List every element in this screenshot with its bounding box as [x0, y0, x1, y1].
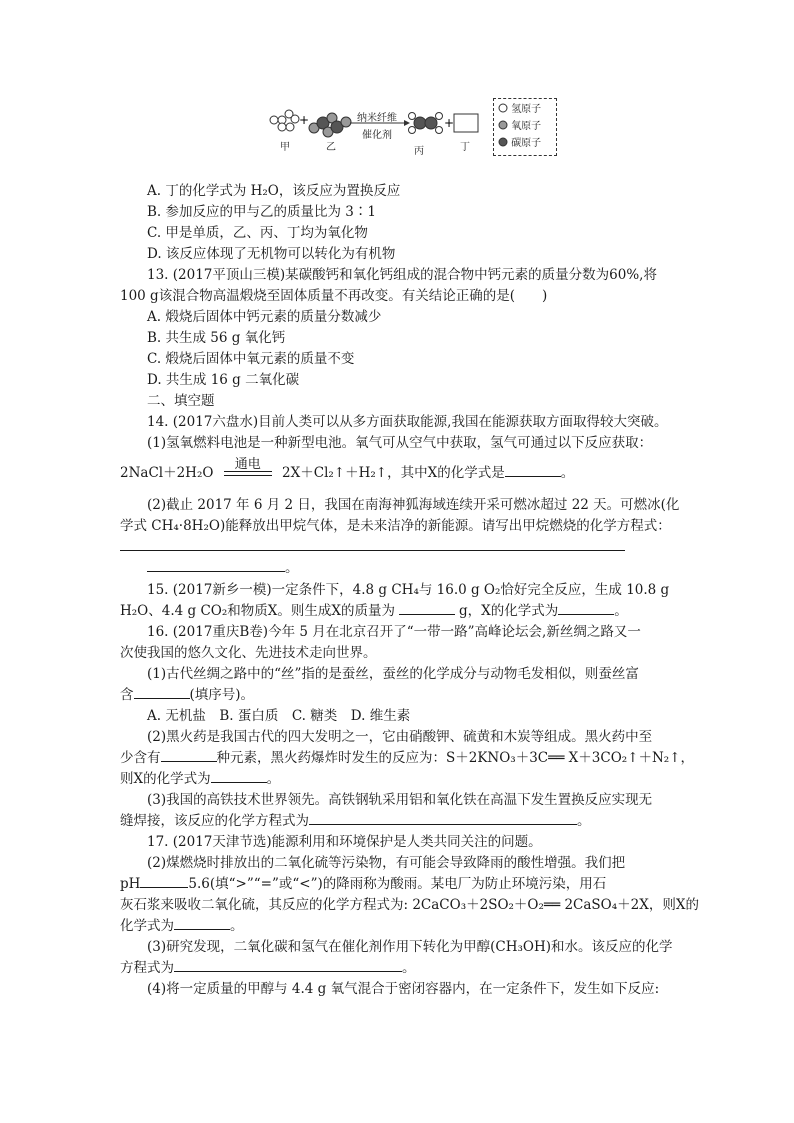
q17-stem-line1: 17. (2017天津节选)能源利用和环境保护是人类共同关注的问题。: [147, 834, 542, 850]
q17-part2-line4: [0, 916, 794, 936]
legend-carbon-label: 碳原子: [511, 138, 542, 149]
q17-line7b: 。: [402, 960, 416, 976]
diagram-label-bing: 丙: [414, 146, 424, 157]
q12-option-b: B. 参加反应的甲与乙的质量比为 3∶1: [147, 204, 376, 220]
q16-part1-line1: (1)古代丝绸之路中的“丝”指的是蚕丝，蚕丝的化学成分与动物毛发相似，则蚕丝富: [147, 666, 639, 682]
legend-row-oxygen: [498, 120, 541, 133]
q14-part2-line1: (2)截止 2017 年 6 月 2 日，我国在南海神狐海域连续开采可燃冰超过 22 天。可燃冰(化: [147, 497, 680, 513]
q14-blank-3[interactable]: [147, 558, 285, 572]
diagram-legend: [493, 98, 557, 156]
diagram-label-yi: 乙: [326, 142, 336, 153]
q16-line7a: 少含有: [120, 750, 161, 766]
q15-blank-2[interactable]: [558, 601, 614, 615]
legend-hydrogen-label: 氢原子: [511, 104, 542, 115]
q17-line3a: pH: [120, 876, 141, 892]
section-heading-fill-in: 二、填空题: [147, 393, 215, 409]
q14-line6-end: 。: [285, 560, 299, 576]
q17-line3b: 5.6(填“>”“=”或“<”)的降雨称为酸雨。某电厂为防止环境污染，用石: [188, 876, 607, 892]
q17-line7a: 方程式为: [120, 960, 174, 976]
q14-blank-1[interactable]: [505, 463, 561, 477]
q16-line4a: 含: [120, 687, 134, 703]
q12-option-d: D. 该反应体现了无机物可以转化为有机物: [147, 246, 396, 262]
q15-line2c: 。: [614, 603, 628, 619]
q16-part1-line2: [0, 685, 794, 705]
molecule-yi-icon: [309, 113, 351, 137]
q14-blank-2[interactable]: [120, 537, 625, 551]
q14-eq-end: 。: [560, 465, 575, 481]
svg-text:+: +: [444, 116, 455, 130]
q14-eq-condition-text: 通电: [234, 457, 261, 472]
q17-part3-line1: (3)研究发现，二氧化碳和氢气在催化剂作用下转化为甲醇(CH₃OH)和水。该反应的化学: [147, 939, 673, 955]
q13-stem-line2: 100 g该混合物高温煅烧至固体质量不再改变。有关结论正确的是( ): [120, 288, 548, 304]
q14-part1-line: (1)氢氧燃料电池是一种新型电池。氧气可从空气中获取，氢气可通过以下反应获取：: [147, 435, 653, 451]
q14-eq-left: 2NaCl＋2H₂O: [120, 465, 214, 481]
q16-line10b: 。: [577, 813, 591, 829]
q16-line7b: 种元素，黑火药爆炸时发生的反应为：S＋2KNO₃＋3C══ X＋3CO₂↑＋N₂↑，: [216, 750, 695, 766]
molecule-bing-icon: [409, 113, 443, 134]
q13-option-a: A. 煅烧后固体中钙元素的质量分数减少: [147, 309, 382, 325]
q13-option-c: C. 煅烧后固体中氧元素的质量不变: [147, 351, 355, 367]
diagram-label-ding: 丁: [460, 142, 470, 153]
hydrogen-atom-icon: [498, 103, 508, 113]
q16-blank-3[interactable]: [211, 769, 267, 783]
q14-answer-line: [0, 537, 794, 557]
q16-stem-line1: 16. (2017重庆B卷)今年 5 月在北京召开了“一带一路”高峰论坛会,新丝绸之路又一: [147, 624, 641, 640]
q15-blank-1[interactable]: [399, 601, 455, 615]
legend-row-carbon: [498, 137, 541, 150]
q16-blank-4[interactable]: [309, 811, 577, 825]
q14-stem-line1: 14. (2017六盘水)目前人类可以从多方面获取能源,我国在能源获取方面取得较大突破。: [147, 414, 668, 430]
q16-line8a: 则X的化学式为: [120, 771, 211, 787]
q17-line5a: 化学式为: [120, 918, 174, 934]
q16-blank-1[interactable]: [134, 685, 190, 699]
q16-part2-line1: (2)黑火药是我国古代的四大发明之一，它由硝酸钾、硫黄和木炭等组成。黑火药中至: [147, 729, 653, 745]
q14-equation: [0, 457, 794, 483]
q15-stem-line2: [0, 601, 794, 621]
q12-option-a: A. 丁的化学式为 H₂O，该反应为置换反应: [147, 183, 401, 199]
carbon-atom-icon: [498, 137, 508, 147]
svg-text:+: +: [299, 113, 310, 127]
q12-option-c: C. 甲是单质，乙、丙、丁均为氧化物: [147, 225, 368, 241]
q15-stem-line1: 15. (2017新乡一模)一定条件下，4.8 g CH₄与 16.0 g O₂恰好完全反应，生成 10.8 g: [147, 582, 670, 598]
q16-line10a: 缝焊接，该反应的化学方程式为: [120, 813, 309, 829]
diagram-condition-bottom: 催化剂: [362, 130, 392, 141]
q14-answer-line-2: [0, 558, 794, 578]
q15-line2b: g，X的化学式为: [458, 603, 559, 619]
q17-blank-3[interactable]: [174, 958, 402, 972]
q14-part2-line2: 学式 CH₄·8H₂O)能释放出甲烷气体，是未来洁净的新能源。请写出甲烷燃烧的化学方程式：: [120, 518, 671, 534]
q14-eq-right: 2X＋Cl₂↑＋H₂↑，其中X的化学式是: [282, 465, 505, 481]
q17-part2-line1: (2)煤燃烧时排放出的二氧化硫等污染物，有可能会导致降雨的酸性增强。我们把: [147, 855, 626, 871]
q17-part2-line2: [0, 874, 794, 894]
q16-blank-2[interactable]: [161, 748, 217, 762]
q13-option-b: B. 共生成 56 g 氧化钙: [147, 330, 286, 346]
q14-eq-condition: [224, 457, 272, 477]
legend-oxygen-label: 氧原子: [511, 121, 542, 132]
q13-stem-line1: 13. (2017平顶山三模)某碳酸钙和氧化钙组成的混合物中钙元素的质量分数为60%,将: [147, 267, 657, 283]
q16-line4b: (填序号)。: [189, 687, 255, 703]
q16-stem-line2: 次使我国的悠久文化、先进技术走向世界。: [120, 645, 377, 661]
q16-part3-line2: [0, 811, 794, 831]
q17-part2-line3: 灰石浆来吸收二氧化硫，其反应的化学方程式为: 2CaCO₃＋2SO₂＋O₂══ 2CaSO₄＋2X，则X的: [120, 897, 699, 913]
q16-options: A. 无机盐 B. 蛋白质 C. 糖类 D. 维生素: [147, 708, 411, 724]
q17-part3-line2: [0, 958, 794, 978]
legend-row-hydrogen: [498, 103, 541, 116]
molecule-jia-icon: [270, 110, 299, 131]
oxygen-atom-icon: [498, 120, 508, 130]
q17-part4-line1: (4)将一定质量的甲醇与 4.4 g 氧气混合于密闭容器内，在一定条件下，发生如下反应:: [147, 981, 660, 997]
q15-line2a: H₂O、4.4 g CO₂和物质X。则生成X的质量为: [120, 603, 395, 619]
q16-part2-line3: [0, 769, 794, 789]
diagram-condition-top: 纳米纤维: [357, 113, 397, 124]
q17-blank-2[interactable]: [174, 916, 230, 930]
q16-part2-line2: [0, 748, 794, 768]
q17-blank-1[interactable]: [140, 874, 188, 888]
q17-line5b: 。: [230, 918, 244, 934]
diagram-label-jia: 甲: [280, 142, 290, 153]
q13-option-d: D. 共生成 16 g 二氧化碳: [147, 372, 300, 388]
q16-part3-line1: (3)我国的高铁技术世界领先。高铁钢轨采用铝和氧化铁在高温下发生置换反应实现无: [147, 792, 653, 808]
molecule-ding-box: [454, 114, 478, 132]
q16-line8b: 。: [266, 771, 281, 787]
